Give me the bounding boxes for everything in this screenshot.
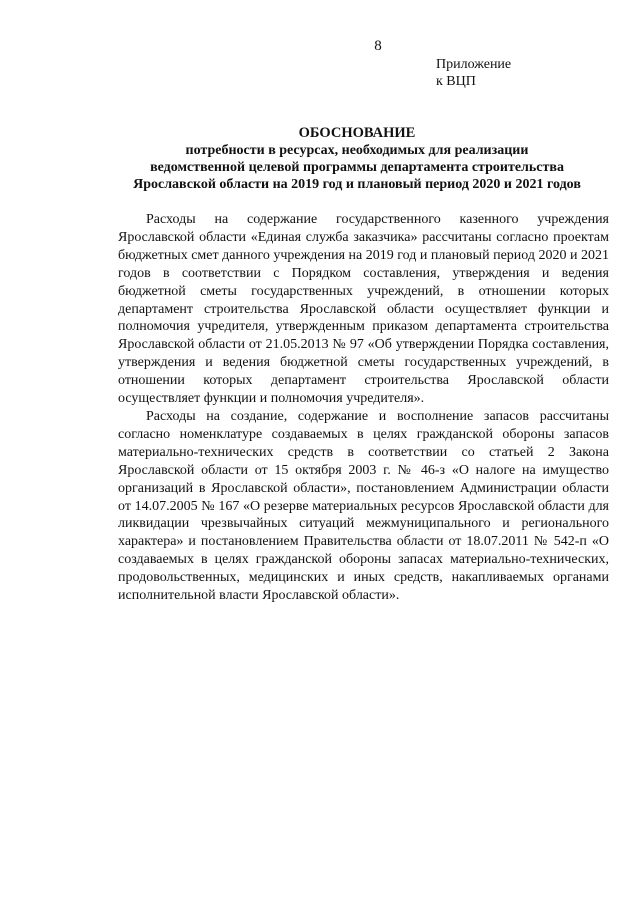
heading-line-2: ведомственной целевой программы департамента строительства [150, 160, 564, 175]
page-number: 8 [374, 38, 382, 54]
appendix-line-2: к ВЦП [436, 74, 476, 89]
document-heading [104, 125, 610, 193]
paragraph-1: Расходы на содержание государственного казенного учреждения Ярославской области «Единая служба заказчика» рассчитаны согласно проектам бюджетных смет данного учреждения на 2019 год и плановый период 2020 и 2021 годов в соответствии с Порядком составления, утверждения и ведения бюджетной сметы государственных учреждений, в отношении которых департамент строительства Ярославской области осуществляет функции и полномочия учредителя, утвержденным приказом департамента строительства Ярославской области от 21.05.2013 № 97 «Об утверждении Порядка составления, утверждения и ведения бюджетной сметы государственных учреждений, в отношении которых департамент строительства Ярославской области осуществляет функции и полномочия учредителя». [118, 212, 609, 407]
appendix-line-1: Приложение [436, 57, 512, 72]
heading-line-1: потребности в ресурсах, необходимых для реализации [185, 143, 529, 158]
appendix-label [436, 56, 511, 90]
paragraph-2: Расходы на создание, содержание и восполнение запасов рассчитаны согласно номенклатуре создаваемых в целях гражданской обороны запасов материально-технических средств в соответствии со статьей 2 Закона Ярославской области от 15 октября 2003 г. № 46-з «О налоге на имущество организаций в Ярославской области», постановлением Администрации области от 14.07.2005 № 167 «О резерве материальных ресурсов Ярославской области для ликвидации чрезвычайных ситуаций межмуниципального и регионального характера» и постановлением Правительства области от 18.07.2011 № 542-п «О создаваемых в целях гражданской обороны запасах материально-технических, продовольственных, медицинских и иных средств, накапливаемых органами исполнительной власти Ярославской области». [118, 408, 609, 604]
heading-line-3: Ярославской области на 2019 год и плановый период 2020 и 2021 годов [133, 177, 581, 192]
document-body [118, 211, 609, 605]
document-title: ОБОСНОВАНИЕ [298, 125, 416, 141]
